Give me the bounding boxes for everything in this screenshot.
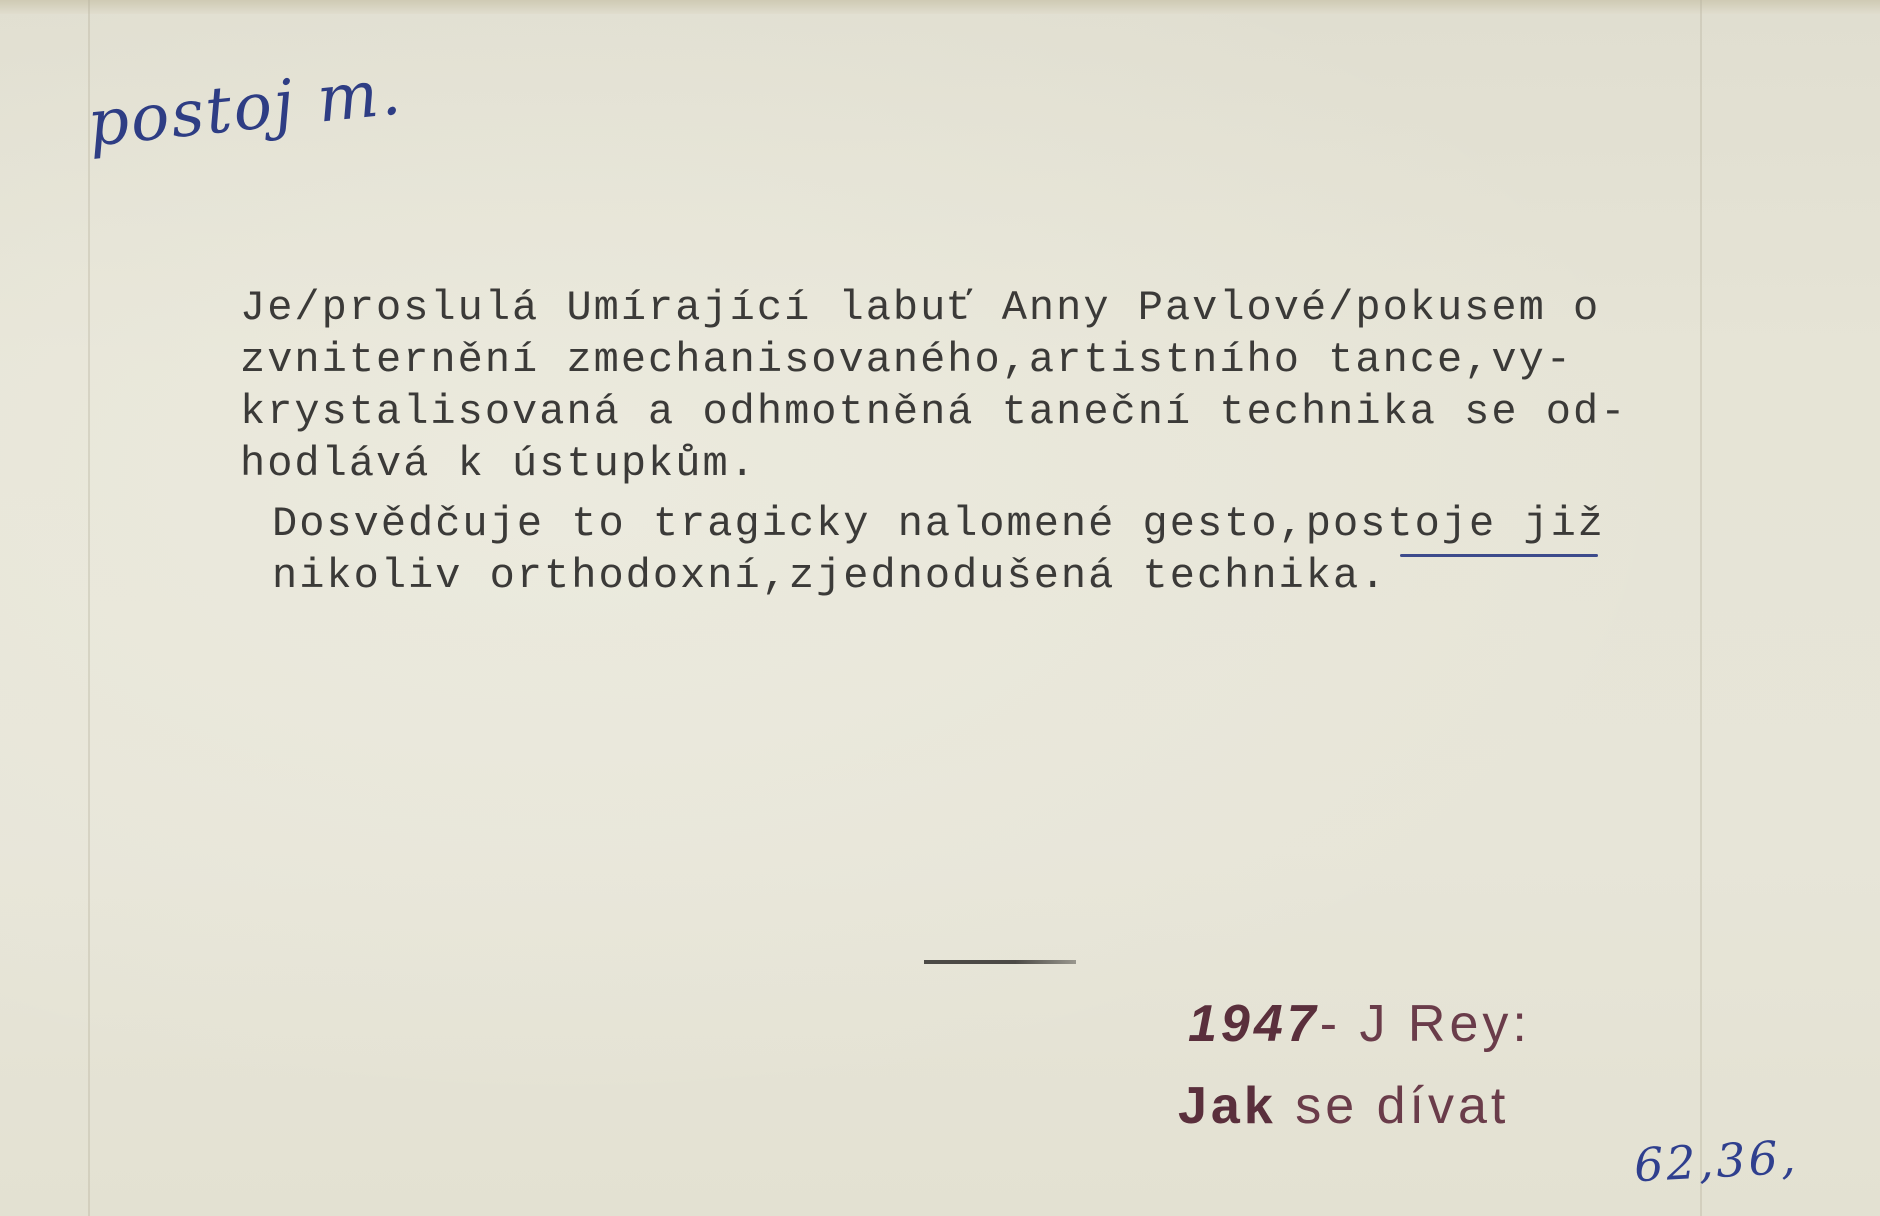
paper-fold-line xyxy=(88,0,90,1216)
typed-line: Je/proslulá Umírající labuť Anny Pavlové/pokusem o xyxy=(240,284,1601,332)
card-top-edge xyxy=(0,0,1880,14)
typed-paragraph-2 xyxy=(272,498,1605,602)
typed-line: Dosvědčuje to tragicky nalomené gesto,postoje již xyxy=(272,500,1606,548)
typed-line: nikoliv orthodoxní,zjednodušená technika. xyxy=(272,552,1388,600)
handwritten-note: postoj m. xyxy=(84,55,406,162)
dash-mark xyxy=(924,960,1076,964)
paper-fold-line xyxy=(1700,0,1702,1216)
typed-line: zvniternění zmechanisovaného,artistního tance,vy- xyxy=(240,336,1574,384)
stamp-title-bold: Jak xyxy=(1178,1077,1277,1135)
handwritten-page-number: 62,36, xyxy=(1632,1129,1800,1193)
stamp-author: - J Rey: xyxy=(1319,995,1531,1053)
source-stamp-line-1 xyxy=(1188,994,1531,1054)
source-stamp-line-2 xyxy=(1178,1076,1509,1136)
pen-underline-mark xyxy=(1400,554,1598,557)
typed-line: hodlává k ústupkům. xyxy=(240,440,757,488)
typed-paragraph-1 xyxy=(240,282,1627,490)
stamp-year: 1947 xyxy=(1188,995,1320,1053)
stamp-title-rest: se dívat xyxy=(1276,1077,1510,1135)
typed-line: krystalisovaná a odhmotněná taneční technika se od- xyxy=(240,388,1628,436)
